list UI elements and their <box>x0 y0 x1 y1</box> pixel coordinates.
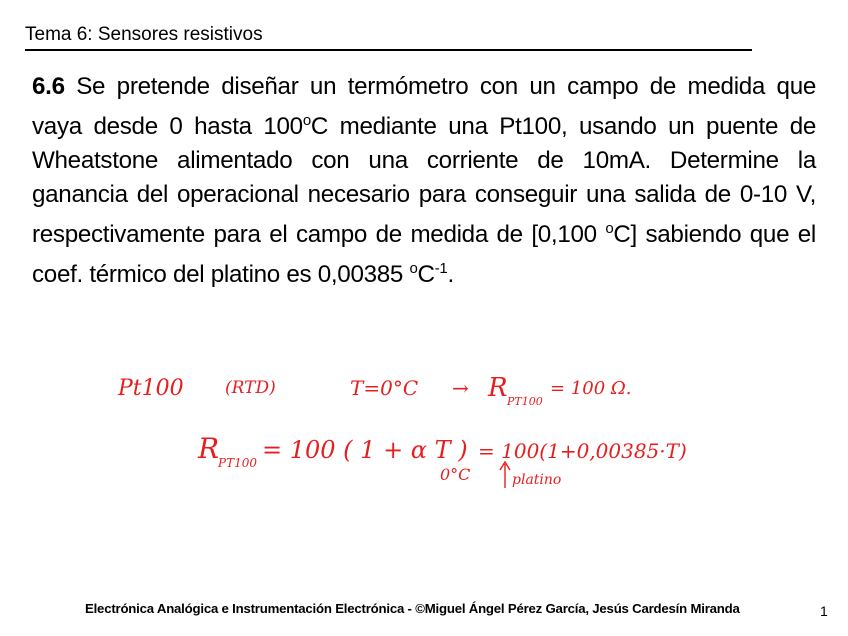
problem-number: 6.6 <box>32 73 65 100</box>
problem-text-b: C mediante una Pt100, usando un puente de Wheatstone alimentado con una corriente de 10mA. Determine la ganancia del operacional necesario para conseguir una salida de 0-10 V, respectivamente para el campo de medida de [0,100 <box>32 113 816 249</box>
exponent-minus-one: -1 <box>434 260 448 278</box>
hw-platino: platino <box>512 472 562 488</box>
hw-eq-rhs: = 100 ( 1 + α T ) <box>262 436 468 464</box>
hw-r-value: = 100 Ω. <box>550 378 632 399</box>
hw-eq-rhs-2: = 100(1+0,00385·T) <box>478 439 687 463</box>
problem-text-e: . <box>447 261 454 289</box>
hw-t-zero: T=0°C <box>350 376 419 400</box>
hw-pointer-arrow <box>500 462 510 488</box>
hw-arrow: → <box>452 376 469 400</box>
hw-eq-lhs: R <box>198 432 220 465</box>
problem-text-d: C <box>417 261 435 289</box>
hw-eq-lhs-subscript: PT100 <box>218 456 257 470</box>
degree-mark-3: o <box>409 260 418 278</box>
degree-mark-1: o <box>302 112 311 129</box>
hw-r-label: R <box>488 373 508 403</box>
slide-header-title: Tema 6: Sensores resistivos <box>25 24 263 45</box>
hw-r-subscript: PT100 <box>507 395 543 408</box>
hw-alpha-note: 0°C <box>440 465 471 484</box>
slide-footer-credits: Electrónica Analógica e Instrumentación Electrónica - ©Miguel Ángel Pérez García, Jesús Cardesín Miranda <box>85 601 740 616</box>
hw-pt100: Pt100 <box>118 376 184 401</box>
degree-mark-2: o <box>605 220 614 238</box>
page-number: 1 <box>820 603 828 619</box>
hw-rtd: (RTD) <box>225 378 276 398</box>
problem-text-c: C] sabiendo que el coef. térmico del platino es 0,00385 <box>32 221 816 289</box>
problem-text-a: Se pretende diseñar un termómetro con un campo de medida que vaya desde 0 hasta 100 <box>32 73 816 141</box>
